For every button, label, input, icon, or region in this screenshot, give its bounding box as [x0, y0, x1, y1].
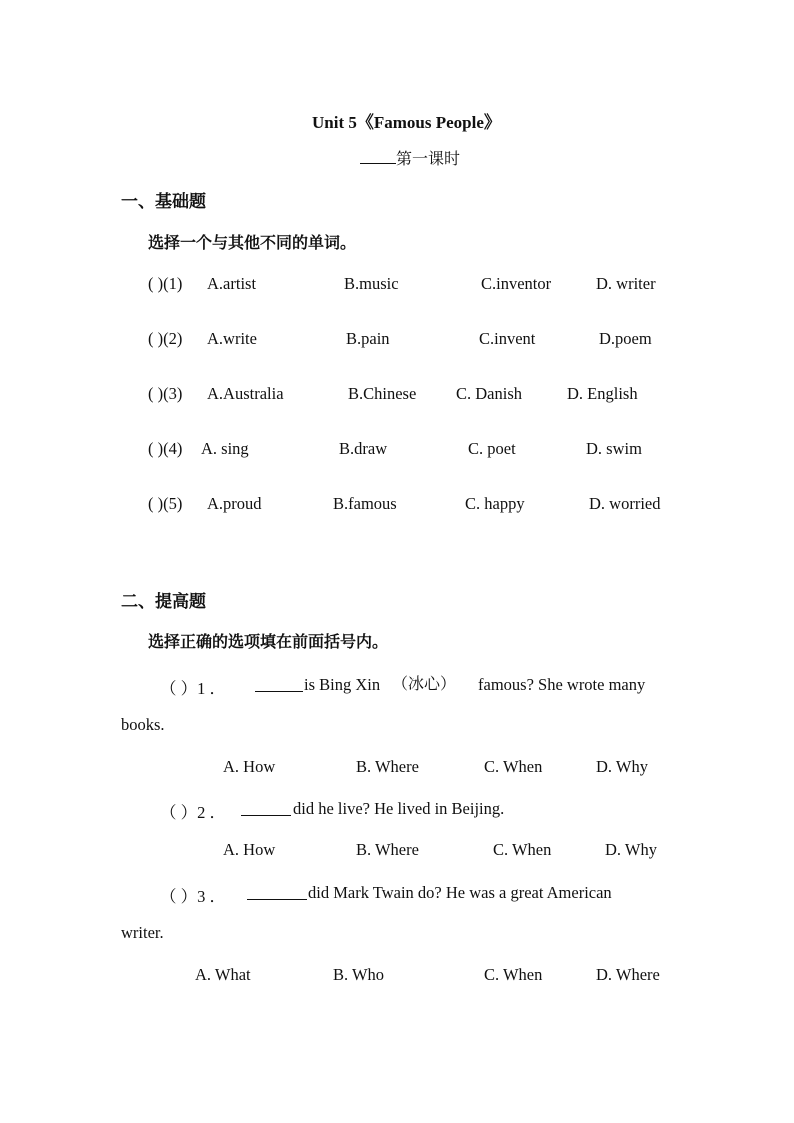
item-paren: ( )(1): [148, 274, 183, 293]
option-a: A.proud: [207, 494, 262, 513]
question-text-cont: famous? She wrote many: [478, 675, 646, 694]
option-d: D. Why: [605, 840, 657, 859]
subtitle-text: 第一课时: [396, 151, 461, 168]
option-a: A. sing: [201, 439, 249, 458]
question-paren: （ ）1 ．: [160, 679, 226, 698]
option-c: C. When: [484, 757, 543, 776]
option-b: B.music: [344, 274, 399, 293]
option-d: D.poem: [599, 329, 652, 348]
option-b: B.Chinese: [348, 384, 417, 403]
question-text: did he live? He lived in Beijing.: [293, 799, 505, 818]
answer-blank: [247, 885, 307, 900]
question-paren: （ ）3 ．: [160, 887, 226, 906]
option-a: A.write: [207, 329, 257, 348]
option-b: B. Who: [333, 965, 385, 984]
option-b: B. Where: [356, 757, 419, 776]
question-text-wrap: books.: [121, 715, 165, 734]
option-d: D. writer: [596, 274, 656, 293]
option-a: A. What: [195, 965, 251, 984]
option-a: A. How: [223, 757, 276, 776]
subtitle-blank: [360, 149, 396, 164]
option-a: A.Australia: [207, 384, 284, 403]
question-paren: （ ）2 ．: [160, 803, 226, 822]
option-d: D. swim: [586, 439, 642, 458]
option-d: D. Why: [596, 757, 648, 776]
option-c: C.invent: [479, 329, 536, 348]
answer-blank: [255, 677, 303, 692]
item-paren: ( )(3): [148, 384, 183, 403]
question-text: is Bing Xin: [304, 675, 381, 694]
option-d: D. English: [567, 384, 638, 403]
section2-instruction: 选择正确的选项填在前面括号内。: [148, 634, 389, 651]
option-a: A.artist: [207, 274, 257, 293]
option-c: C. Danish: [456, 384, 522, 403]
item-paren: ( )(5): [148, 494, 183, 513]
option-c: C.inventor: [481, 274, 552, 293]
question-text-wrap: writer.: [121, 923, 164, 942]
option-d: D. Where: [596, 965, 660, 984]
page-title: Unit 5《Famous People》: [312, 113, 501, 132]
item-paren: ( )(4): [148, 439, 183, 458]
option-b: B. Where: [356, 840, 419, 859]
item-paren: ( )(2): [148, 329, 183, 348]
section1-instruction: 选择一个与其他不同的单词。: [148, 235, 357, 252]
option-c: C. poet: [468, 439, 516, 458]
option-b: B.famous: [333, 494, 397, 513]
option-d: D. worried: [589, 494, 661, 513]
question-text: did Mark Twain do? He was a great American: [308, 883, 612, 902]
section2-heading: 二、提高题: [121, 592, 206, 611]
option-b: B.draw: [339, 439, 388, 458]
answer-blank: [241, 801, 291, 816]
question-note: （冰心）: [392, 674, 457, 693]
subtitle: [360, 146, 460, 169]
option-c: C. When: [484, 965, 543, 984]
option-c: C. When: [493, 840, 552, 859]
section1-heading: 一、基础题: [121, 192, 206, 211]
option-b: B.pain: [346, 329, 390, 348]
option-a: A. How: [223, 840, 276, 859]
option-c: C. happy: [465, 494, 525, 513]
